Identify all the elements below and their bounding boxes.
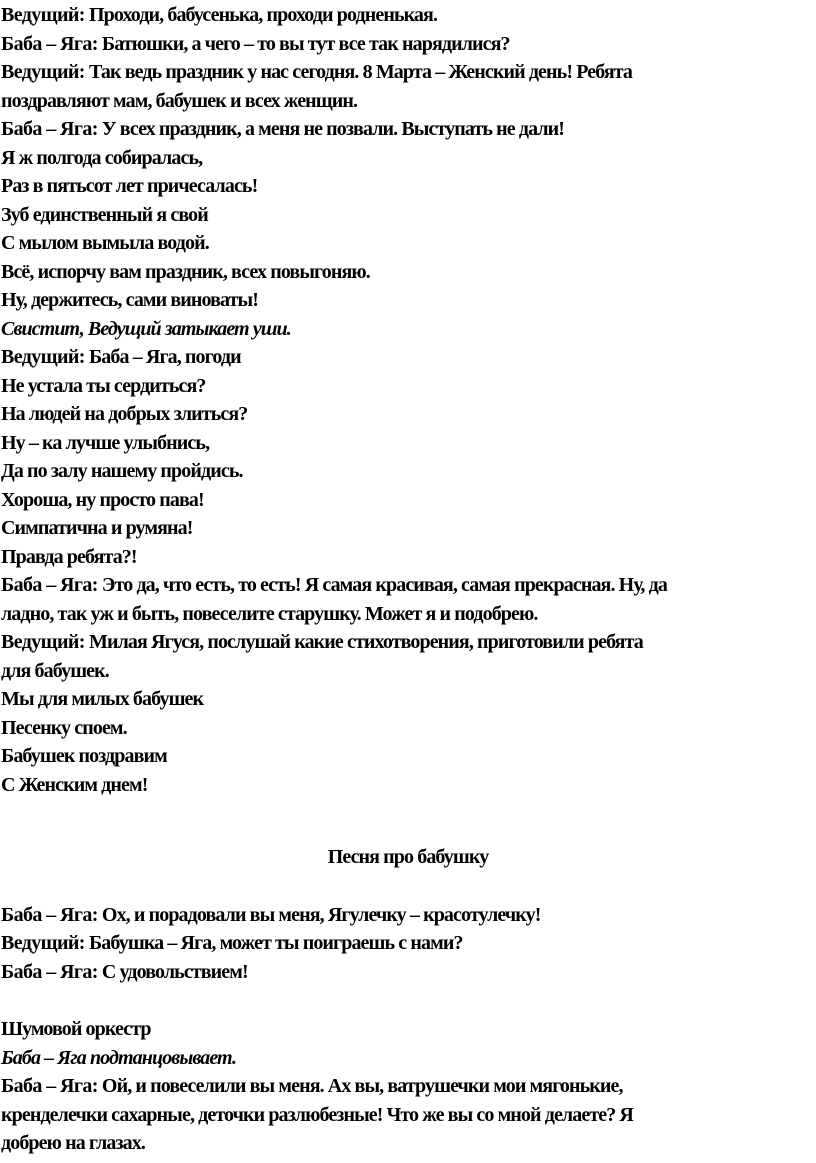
line-text: Хороша, ну просто пава! bbox=[1, 489, 204, 511]
speaker-label: Баба – Яга: bbox=[1, 33, 98, 55]
line-text: С мылом вымыла водой. bbox=[1, 232, 209, 254]
line-text: Песня про бабушку bbox=[327, 846, 489, 868]
speaker-label: Баба – Яга: bbox=[1, 1075, 98, 1097]
line-text: Ну – ка лучше улыбнись, bbox=[1, 432, 210, 454]
line-text: для бабушек. bbox=[1, 660, 109, 682]
line-text: кренделечки сахарные, деточки разлюбезные! Что же вы со мной делаете? Я bbox=[1, 1104, 633, 1126]
line-text: Ну, держитесь, сами виноваты! bbox=[1, 289, 258, 311]
line-text: Баба – Яга подтанцовывает. bbox=[1, 1047, 237, 1069]
script-line bbox=[1, 658, 109, 684]
speaker-label: Баба – Яга: bbox=[1, 574, 98, 596]
script-line bbox=[1, 572, 667, 598]
script-line bbox=[1, 930, 463, 956]
script-line bbox=[1, 743, 167, 769]
line-text: У всех праздник, а меня не позвали. Выступать не дали! bbox=[97, 118, 565, 140]
speaker-label: Ведущий: bbox=[1, 346, 85, 368]
script-line bbox=[1, 772, 147, 798]
speaker-label: Ведущий: bbox=[1, 631, 85, 653]
line-text: Я ж полгода собиралась, bbox=[1, 147, 203, 169]
script-line bbox=[1, 1102, 633, 1128]
line-text: Баба – Яга, погоди bbox=[84, 346, 241, 368]
line-text: добрею на глазах. bbox=[1, 1132, 145, 1154]
script-line bbox=[1, 145, 202, 171]
line-text: Мы для милых бабушек bbox=[1, 688, 204, 710]
line-text: Песенку споем. bbox=[1, 717, 127, 739]
script-line bbox=[1, 430, 209, 456]
script-line bbox=[1, 458, 243, 484]
line-text: Всё, испорчу вам праздник, всех повыгоняю. bbox=[1, 261, 370, 283]
script-line bbox=[1, 601, 538, 627]
script-line bbox=[1, 959, 248, 985]
speaker-label: Ведущий: bbox=[1, 932, 85, 954]
line-text: Зуб единственный я свой bbox=[1, 204, 208, 226]
script-line bbox=[1, 487, 204, 513]
script-line bbox=[1, 902, 541, 928]
script-line bbox=[1, 230, 209, 256]
speaker-label: Ведущий: bbox=[1, 61, 85, 83]
section-heading bbox=[0, 844, 816, 870]
line-text: ладно, так уж и быть, повеселите старушку. Может я и подобрею. bbox=[1, 603, 538, 625]
script-line bbox=[1, 344, 241, 370]
script-line bbox=[1, 173, 257, 199]
line-text: Не устала ты сердиться? bbox=[1, 375, 206, 397]
line-text: Милая Ягуся, послушай какие стихотворения, приготовили ребята bbox=[84, 631, 643, 653]
line-text: На людей на добрых злиться? bbox=[1, 403, 248, 425]
script-line bbox=[1, 88, 357, 114]
line-text: Ох, и порадовали вы меня, Ягулечку – красотулечку! bbox=[97, 904, 541, 926]
script-line bbox=[1, 59, 632, 85]
line-text: Да по залу нашему пройдись. bbox=[1, 460, 243, 482]
line-text: Бабушек поздравим bbox=[1, 745, 167, 767]
line-text: поздравляют мам, бабушек и всех женщин. bbox=[1, 90, 358, 112]
script-line bbox=[1, 116, 564, 142]
line-text: Ой, и повеселили вы меня. Ах вы, ватрушечки мои мягонькие, bbox=[97, 1075, 623, 1097]
script-line bbox=[1, 287, 258, 313]
speaker-label: Ведущий: bbox=[1, 4, 85, 26]
script-line bbox=[1, 259, 370, 285]
script-line bbox=[1, 401, 247, 427]
line-text: Так ведь праздник у нас сегодня. 8 Марта – Женский день! Ребята bbox=[84, 61, 633, 83]
speaker-label: Баба – Яга: bbox=[1, 118, 98, 140]
script-line bbox=[1, 715, 127, 741]
line-text: Раз в пятьсот лет причесалась! bbox=[1, 175, 258, 197]
line-text: Свистит, Ведущий затыкает уши. bbox=[1, 318, 291, 340]
line-text: С Женским днем! bbox=[1, 774, 148, 796]
line-text: Правда ребята?! bbox=[1, 546, 137, 568]
line-text: Симпатична и румяна! bbox=[1, 517, 193, 539]
line-text: Шумовой оркестр bbox=[1, 1018, 151, 1040]
script-line bbox=[1, 1073, 623, 1099]
section-heading bbox=[1, 1016, 151, 1042]
script-line bbox=[1, 544, 137, 570]
script-line bbox=[1, 686, 203, 712]
script-line bbox=[1, 2, 437, 28]
script-line bbox=[1, 202, 208, 228]
line-text: Бабушка – Яга, может ты поиграешь с нами? bbox=[84, 932, 463, 954]
line-text: С удовольствием! bbox=[97, 961, 248, 983]
script-line bbox=[1, 31, 510, 57]
script-line bbox=[1, 515, 193, 541]
speaker-label: Баба – Яга: bbox=[1, 904, 98, 926]
speaker-label: Баба – Яга: bbox=[1, 961, 98, 983]
line-text: Это да, что есть, то есть! Я самая красивая, самая прекрасная. Ну, да bbox=[97, 574, 667, 596]
script-line bbox=[1, 373, 206, 399]
line-text: Батюшки, а чего – то вы тут все так нарядилися? bbox=[97, 33, 510, 55]
line-text: Проходи, бабусенька, проходи родненькая. bbox=[84, 4, 438, 26]
stage-direction bbox=[1, 316, 291, 342]
script-line bbox=[1, 1130, 145, 1156]
stage-direction bbox=[1, 1045, 236, 1071]
script-line bbox=[1, 629, 643, 655]
